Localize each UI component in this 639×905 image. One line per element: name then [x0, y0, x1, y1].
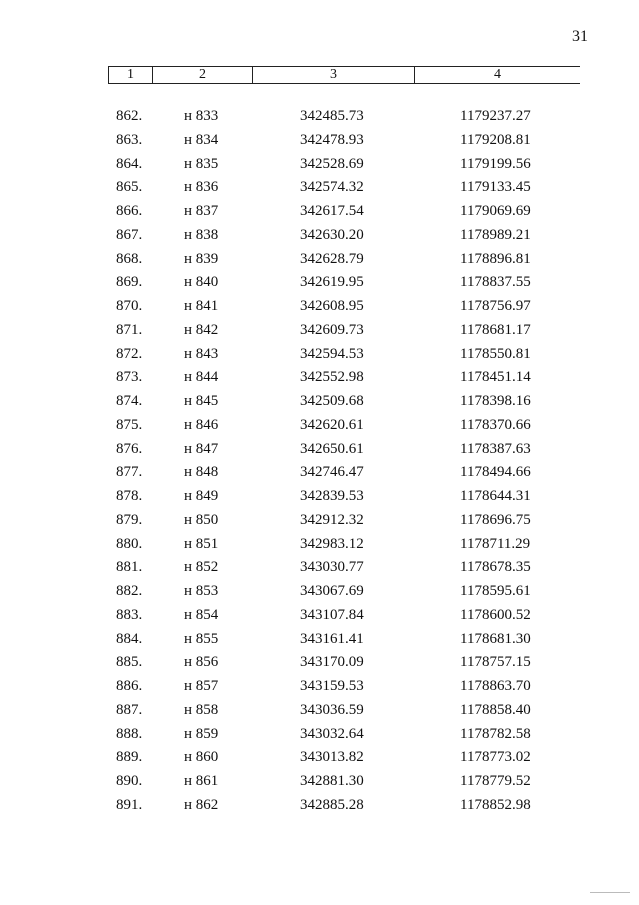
x-coordinate: 343159.53 — [300, 678, 364, 694]
point-code: н 859 — [184, 725, 219, 742]
table-row — [0, 702, 639, 726]
y-coordinate: 1178600.52 — [460, 606, 531, 623]
y-coordinate: 1178779.52 — [460, 773, 531, 789]
x-coordinate: 342509.68 — [300, 393, 364, 409]
row-number: 877. — [116, 464, 143, 481]
x-coordinate: 342839.53 — [300, 488, 364, 504]
table-row — [0, 346, 639, 370]
x-coordinate: 343036.59 — [300, 701, 364, 718]
row-number: 885. — [116, 654, 143, 671]
y-coordinate: 1178550.81 — [460, 345, 531, 362]
table-row — [0, 536, 639, 560]
point-code: н 836 — [184, 179, 219, 196]
y-coordinate: 1179133.45 — [460, 179, 531, 196]
point-code: н 844 — [184, 369, 219, 386]
table-row — [0, 797, 639, 821]
point-code: н 858 — [184, 701, 219, 718]
table-row — [0, 441, 639, 465]
row-number: 881. — [116, 559, 143, 576]
y-coordinate: 1178451.14 — [460, 369, 531, 386]
row-number: 863. — [116, 131, 143, 148]
table-row — [0, 251, 639, 275]
header-col-3: 3 — [252, 67, 414, 83]
x-coordinate: 342746.47 — [300, 464, 364, 481]
table-row — [0, 559, 639, 583]
row-number: 874. — [116, 393, 143, 409]
y-coordinate: 1178711.29 — [460, 535, 531, 552]
x-coordinate: 343032.64 — [300, 725, 364, 742]
point-code: н 856 — [184, 654, 219, 671]
x-coordinate: 342608.95 — [300, 298, 364, 314]
table-row — [0, 274, 639, 298]
table-row — [0, 583, 639, 607]
y-coordinate: 1178782.58 — [460, 725, 531, 742]
row-number: 865. — [116, 179, 143, 196]
row-number: 862. — [116, 108, 143, 124]
point-code: н 851 — [184, 535, 219, 552]
x-coordinate: 343013.82 — [300, 749, 364, 766]
table-row — [0, 488, 639, 512]
footer-divider — [590, 892, 630, 893]
y-coordinate: 1178678.35 — [460, 559, 531, 576]
table-row — [0, 203, 639, 227]
y-coordinate: 1178681.30 — [460, 630, 531, 647]
header-col-1: 1 — [108, 67, 152, 83]
row-number: 873. — [116, 369, 143, 386]
y-coordinate: 1178989.21 — [460, 226, 531, 243]
row-number: 879. — [116, 511, 143, 528]
y-coordinate: 1178644.31 — [460, 488, 531, 504]
row-number: 864. — [116, 155, 143, 172]
x-coordinate: 342650.61 — [300, 440, 364, 457]
point-code: н 839 — [184, 250, 219, 267]
row-number: 878. — [116, 488, 143, 504]
y-coordinate: 1179199.56 — [460, 155, 531, 172]
table-row — [0, 678, 639, 702]
row-number: 875. — [116, 416, 143, 433]
point-code: н 834 — [184, 131, 219, 148]
point-code: н 838 — [184, 226, 219, 243]
header-col-2: 2 — [152, 67, 252, 83]
row-number: 883. — [116, 606, 143, 623]
point-code: н 855 — [184, 630, 219, 647]
point-code: н 854 — [184, 606, 219, 623]
row-number: 890. — [116, 773, 143, 789]
point-code: н 835 — [184, 155, 219, 172]
table-header — [108, 66, 580, 84]
point-code: н 857 — [184, 678, 219, 694]
y-coordinate: 1178852.98 — [460, 796, 531, 813]
y-coordinate: 1178773.02 — [460, 749, 531, 766]
header-col-4: 4 — [414, 67, 580, 83]
row-number: 870. — [116, 298, 143, 314]
point-code: н 837 — [184, 203, 219, 219]
x-coordinate: 343030.77 — [300, 559, 364, 576]
row-number: 871. — [116, 321, 143, 338]
y-coordinate: 1178757.15 — [460, 654, 531, 671]
y-coordinate: 1178837.55 — [460, 274, 531, 291]
point-code: н 853 — [184, 583, 219, 599]
table-row — [0, 773, 639, 797]
point-code: н 840 — [184, 274, 219, 291]
x-coordinate: 342485.73 — [300, 108, 364, 124]
point-code: н 862 — [184, 796, 219, 813]
row-number: 868. — [116, 250, 143, 267]
x-coordinate: 342609.73 — [300, 321, 364, 338]
x-coordinate: 343161.41 — [300, 630, 364, 647]
point-code: н 847 — [184, 440, 219, 457]
x-coordinate: 342594.53 — [300, 345, 364, 362]
point-code: н 841 — [184, 298, 219, 314]
x-coordinate: 343067.69 — [300, 583, 364, 599]
x-coordinate: 342620.61 — [300, 416, 364, 433]
table-row — [0, 108, 639, 132]
row-number: 889. — [116, 749, 143, 766]
row-number: 876. — [116, 440, 143, 457]
table-row — [0, 179, 639, 203]
row-number: 880. — [116, 535, 143, 552]
x-coordinate: 342552.98 — [300, 369, 364, 386]
x-coordinate: 343107.84 — [300, 606, 364, 623]
y-coordinate: 1178896.81 — [460, 250, 531, 267]
page-number: 31 — [572, 28, 588, 45]
table-body — [0, 108, 639, 821]
table-row — [0, 607, 639, 631]
table-row — [0, 417, 639, 441]
y-coordinate: 1178494.66 — [460, 464, 531, 481]
y-coordinate: 1178696.75 — [460, 511, 531, 528]
x-coordinate: 342628.79 — [300, 250, 364, 267]
x-coordinate: 342983.12 — [300, 535, 364, 552]
y-coordinate: 1178370.66 — [460, 416, 531, 433]
row-number: 882. — [116, 583, 143, 599]
y-coordinate: 1178387.63 — [460, 440, 531, 457]
point-code: н 845 — [184, 393, 219, 409]
table-row — [0, 726, 639, 750]
point-code: н 848 — [184, 464, 219, 481]
x-coordinate: 342885.28 — [300, 796, 364, 813]
y-coordinate: 1178756.97 — [460, 298, 531, 314]
row-number: 891. — [116, 796, 143, 813]
x-coordinate: 342574.32 — [300, 179, 364, 196]
y-coordinate: 1178398.16 — [460, 393, 531, 409]
x-coordinate: 342619.95 — [300, 274, 364, 291]
y-coordinate: 1178681.17 — [460, 321, 531, 338]
point-code: н 833 — [184, 108, 219, 124]
table-row — [0, 749, 639, 773]
row-number: 866. — [116, 203, 143, 219]
row-number: 888. — [116, 725, 143, 742]
y-coordinate: 1179237.27 — [460, 108, 531, 124]
table-row — [0, 654, 639, 678]
table-row — [0, 464, 639, 488]
table-row — [0, 393, 639, 417]
point-code: н 843 — [184, 345, 219, 362]
row-number: 884. — [116, 630, 143, 647]
y-coordinate: 1179069.69 — [460, 203, 531, 219]
point-code: н 860 — [184, 749, 219, 766]
x-coordinate: 342528.69 — [300, 155, 364, 172]
point-code: н 842 — [184, 321, 219, 338]
table-row — [0, 298, 639, 322]
y-coordinate: 1178595.61 — [460, 583, 531, 599]
table-row — [0, 631, 639, 655]
table-row — [0, 156, 639, 180]
y-coordinate: 1179208.81 — [460, 131, 531, 148]
row-number: 869. — [116, 274, 143, 291]
y-coordinate: 1178863.70 — [460, 678, 531, 694]
point-code: н 852 — [184, 559, 219, 576]
row-number: 887. — [116, 701, 143, 718]
x-coordinate: 342881.30 — [300, 773, 364, 789]
x-coordinate: 343170.09 — [300, 654, 364, 671]
table-row — [0, 132, 639, 156]
row-number: 886. — [116, 678, 143, 694]
row-number: 867. — [116, 226, 143, 243]
row-number: 872. — [116, 345, 143, 362]
table-row — [0, 227, 639, 251]
point-code: н 850 — [184, 511, 219, 528]
table-row — [0, 322, 639, 346]
y-coordinate: 1178858.40 — [460, 701, 531, 718]
x-coordinate: 342617.54 — [300, 203, 364, 219]
x-coordinate: 342912.32 — [300, 511, 364, 528]
table-row — [0, 369, 639, 393]
point-code: н 861 — [184, 773, 219, 789]
point-code: н 849 — [184, 488, 219, 504]
x-coordinate: 342478.93 — [300, 131, 364, 148]
point-code: н 846 — [184, 416, 219, 433]
x-coordinate: 342630.20 — [300, 226, 364, 243]
table-row — [0, 512, 639, 536]
